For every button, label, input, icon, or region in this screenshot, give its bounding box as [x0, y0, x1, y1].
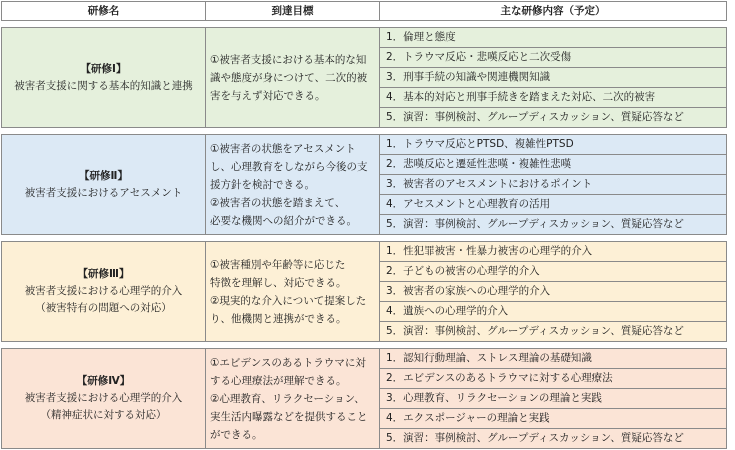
- goal-line: 害を与えず対応できる。: [210, 89, 326, 102]
- goal-line: ①被害者支援における基本的な知: [210, 53, 367, 66]
- content-item: 1．性犯罪被害・性暴力被害の心理学的介入: [380, 242, 727, 262]
- training-subtitle: 被害者支援における心理学的介入: [24, 285, 183, 297]
- goal-line: ①エビデンスのあるトラウマに対: [210, 356, 366, 369]
- goal-line: ②現実的な介入について提案した: [210, 294, 367, 307]
- content-item: 2．エビデンスのあるトラウマに対する心理療法: [380, 369, 727, 389]
- goal-line: ①被害者の状態をアセスメント: [210, 142, 356, 155]
- content-item: 5．演習：事例検討、グループディスカッション、質疑応答など: [380, 322, 727, 342]
- goal-line: ②心理教育、リラクセーション、: [210, 392, 365, 405]
- goal-line: 特徴を理解し、対応できる。: [210, 276, 347, 289]
- training-goal-cell: [206, 349, 380, 449]
- training-row-4: [2, 349, 727, 369]
- content-item: 2．子どもの被害の心理学的介入: [380, 262, 727, 282]
- content-item: 1．倫理と態度: [380, 28, 727, 48]
- content-item: 4．基本的対応と刑事手続きを踏まえた対応、二次的被害: [380, 88, 727, 108]
- header-goal: 到達目標: [206, 2, 380, 21]
- content-item: 2．悲嘆反応と遷延性悲嘆・複雑性悲嘆: [380, 155, 727, 175]
- training-row-1: [2, 28, 727, 48]
- training-title: 【研修Ⅲ】: [77, 268, 130, 280]
- goal-line: 識や態度が身につけて、二次的被: [210, 71, 368, 84]
- header-content: 主な研修内容（予定）: [380, 2, 727, 21]
- content-item: 3．被害者のアセスメントにおけるポイント: [380, 175, 727, 195]
- content-item: 3．心理教育、リラクセーションの理論と実践: [380, 389, 727, 409]
- training-subtitle: 被害者支援における心理学的介入: [24, 392, 183, 404]
- goal-line: ①被害種別や年齢等に応じた: [210, 258, 346, 271]
- content-item: 4．アセスメントと心理教育の活用: [380, 195, 727, 215]
- training-goal-cell: [206, 242, 380, 342]
- content-item: 5．演習：事例検討、グループディスカッション、質疑応答など: [380, 108, 727, 128]
- goal-line: り、他機関と連携ができる。: [210, 312, 347, 325]
- training-row-2: [2, 135, 727, 155]
- training-table: [1, 1, 727, 449]
- header-name: 研修名: [2, 2, 206, 21]
- content-item: 2．トラウマ反応・悲嘆反応と二次受傷: [380, 48, 727, 68]
- goal-line: する心理療法が理解できる。: [210, 374, 347, 387]
- content-item: 1．認知行動理論、ストレス理論の基礎知識: [380, 349, 727, 369]
- content-item: 4．エクスポージャーの理論と実践: [380, 409, 727, 429]
- training-title: 【研修Ⅱ】: [79, 169, 128, 182]
- training-name-cell: [2, 242, 206, 342]
- training-subtitle: 被害者支援に関する基本的知識と連携: [14, 79, 193, 92]
- goal-line: ができる。: [210, 428, 263, 441]
- training-title: 【研修Ⅰ】: [80, 62, 127, 75]
- content-item: 3．刑事手続の知識や関連機関知識: [380, 68, 727, 88]
- goal-line: 援方針を検討できる。: [210, 178, 315, 191]
- training-subtitle: 被害者支援におけるアセスメント: [24, 186, 183, 199]
- training-name-cell: [2, 349, 206, 449]
- content-item: 4．遺族への心理学的介入: [380, 302, 727, 322]
- header-row: [2, 2, 727, 21]
- training-goal-cell: [206, 135, 380, 235]
- content-item: 3．被害者の家族への心理学的介入: [380, 282, 727, 302]
- training-name-cell: [2, 28, 206, 128]
- training-row-3: [2, 242, 727, 262]
- training-name-cell: [2, 135, 206, 235]
- training-subtitle: （被害特有の問題への対応）: [35, 302, 172, 314]
- training-goal-cell: [206, 28, 380, 128]
- content-item: 5．演習：事例検討、グループディスカッション、質疑応答など: [380, 429, 727, 449]
- content-item: 5．演習：事例検討、グループディスカッション、質疑応答など: [380, 215, 727, 235]
- goal-line: ②被害者の状態を踏まえて、: [210, 196, 346, 209]
- goal-line: 実生活内曝露などを提供すること: [210, 410, 368, 423]
- goal-line: し、心理教育をしながら今後の支: [210, 160, 368, 173]
- training-subtitle: （精神症状に対する対応）: [40, 409, 167, 421]
- goal-line: 必要な機関への紹介ができる。: [210, 214, 357, 227]
- training-title: 【研修Ⅳ】: [76, 375, 131, 387]
- content-item: 1．トラウマ反応とPTSD、複雑性PTSD: [380, 135, 727, 155]
